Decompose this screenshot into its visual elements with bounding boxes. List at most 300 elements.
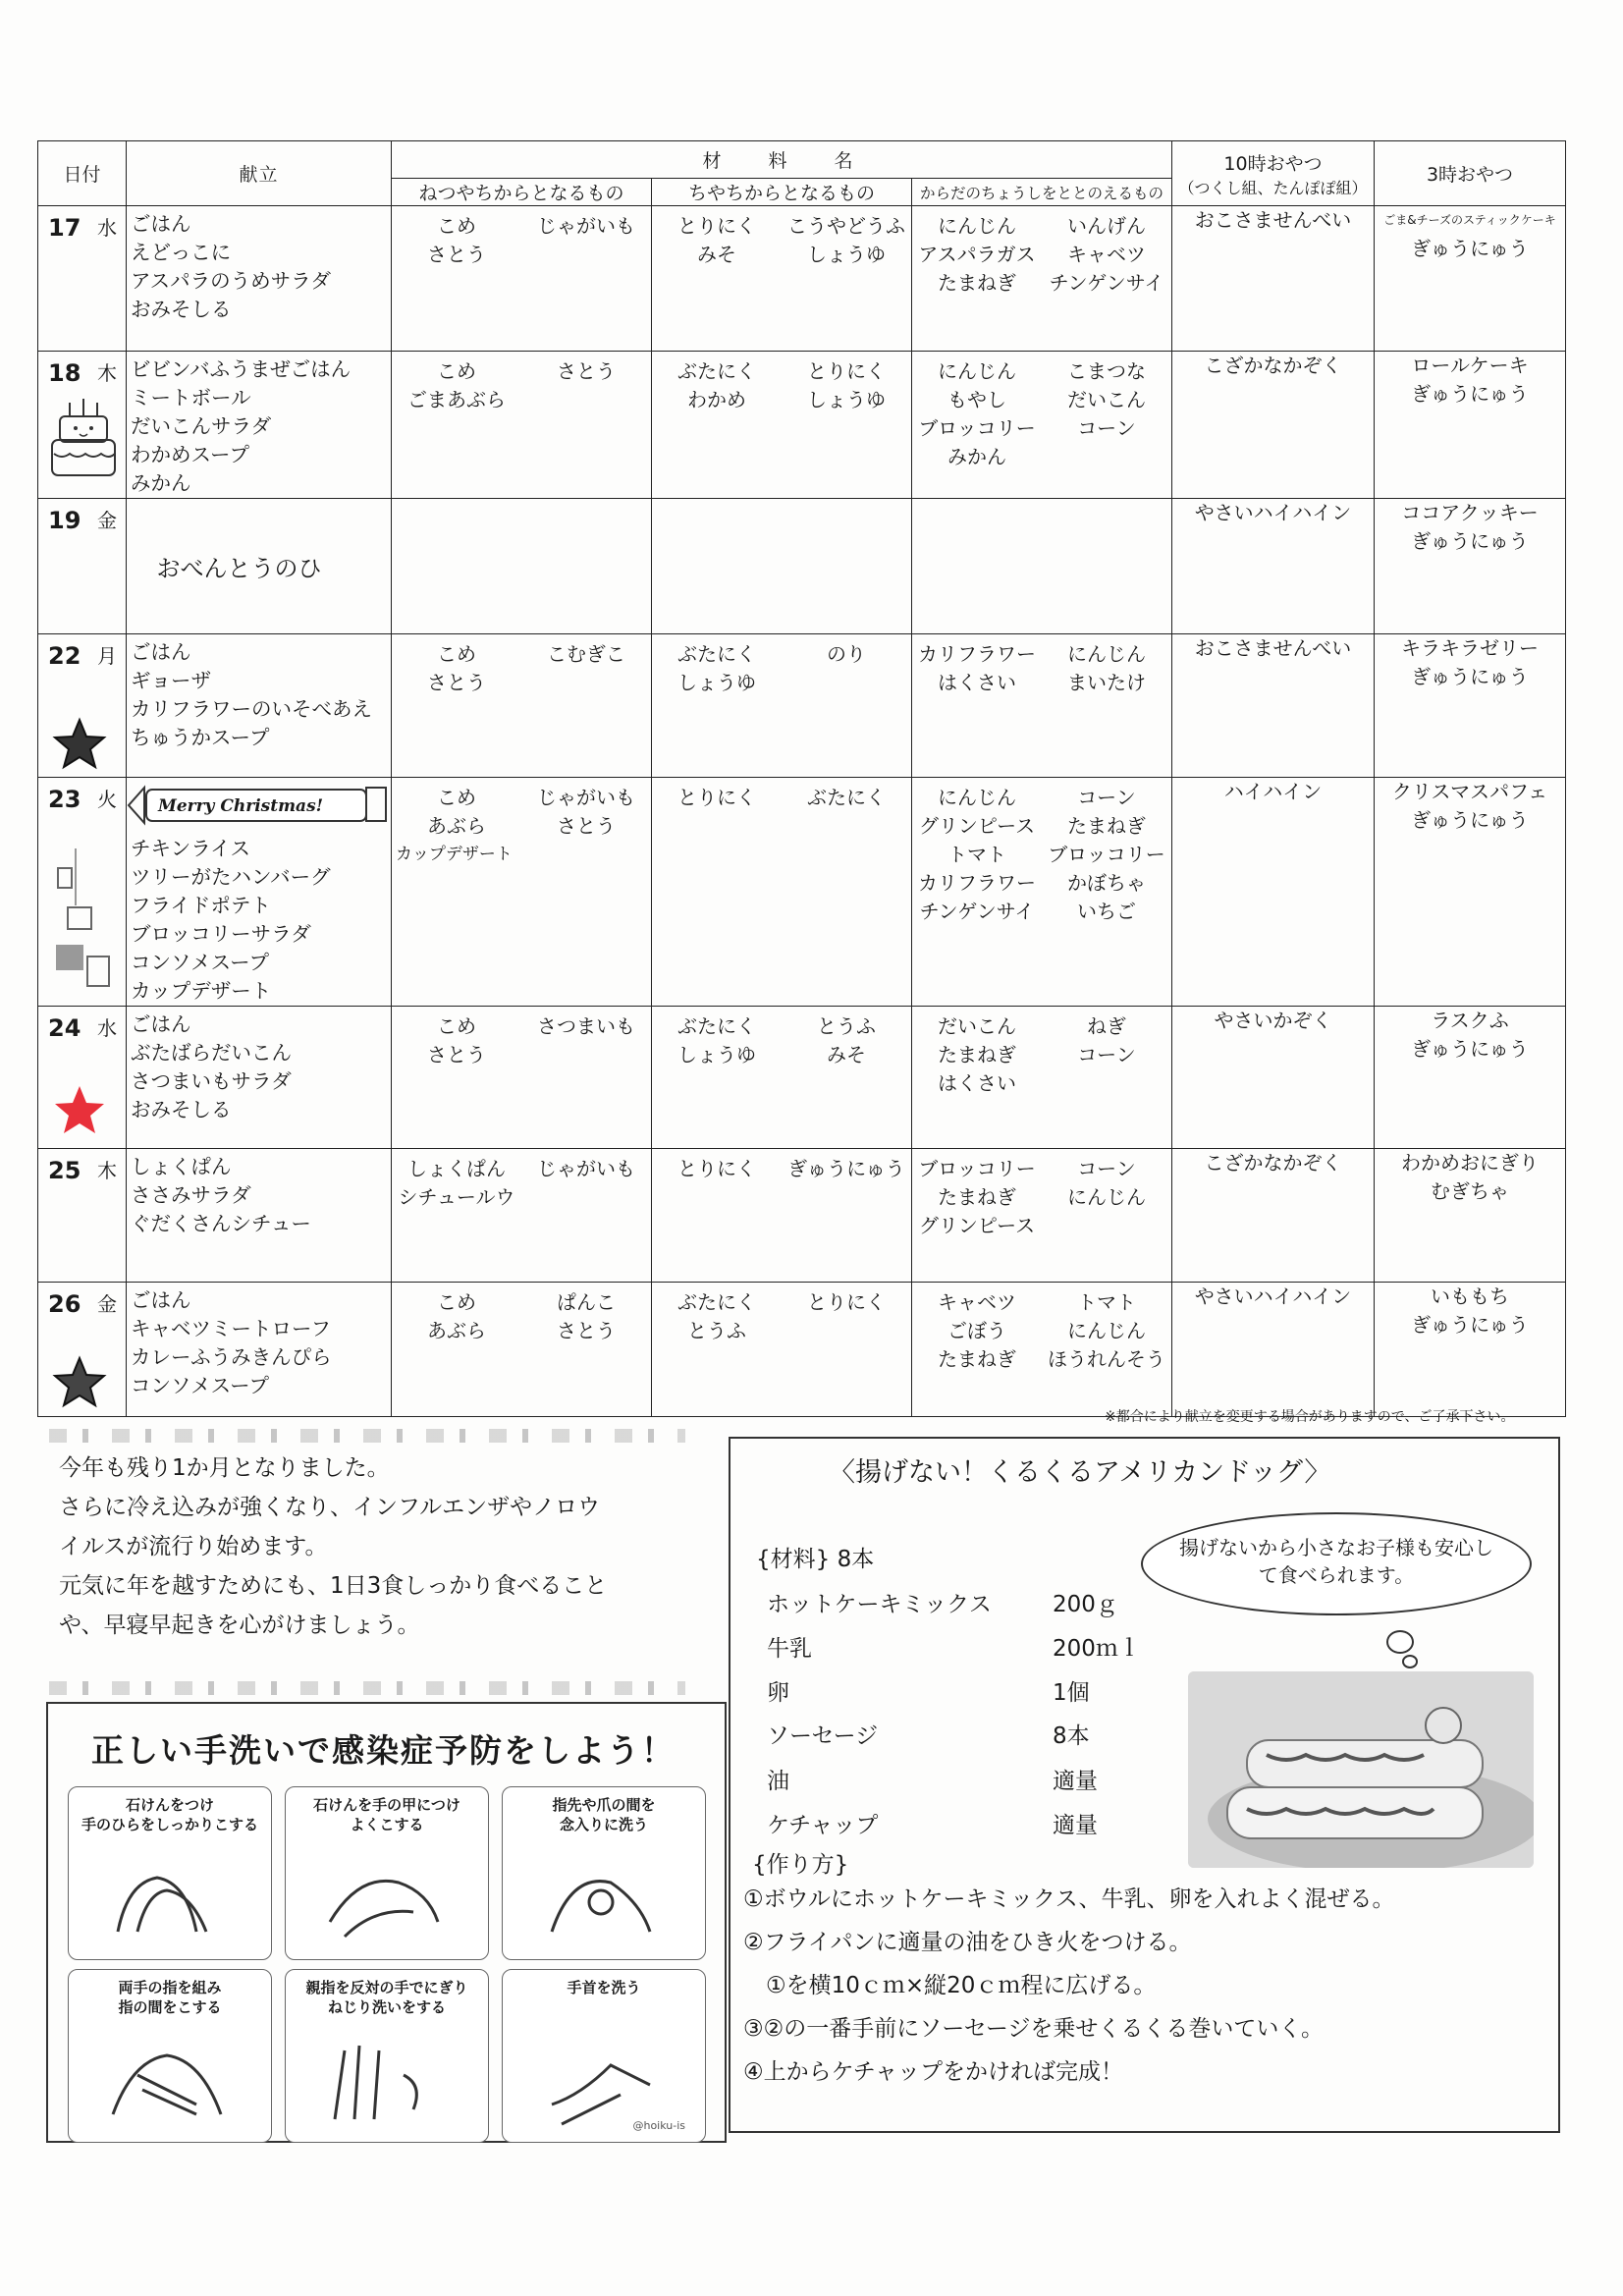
- snack-item: ぎゅうにゅう: [1411, 808, 1529, 832]
- ingredient-amount: 適量: [1053, 1769, 1098, 1794]
- snack10-cell: [1172, 1283, 1375, 1417]
- snack-item: ぎゅうにゅう: [1411, 382, 1529, 406]
- table-row: [38, 634, 1566, 778]
- snack-item: ロールケーキ: [1411, 354, 1529, 377]
- ingredient: さとう: [557, 1319, 616, 1342]
- notice-line: や、早寝早起きを心がけましょう。: [59, 1613, 420, 1638]
- menu-item: カップデザート: [131, 979, 272, 1003]
- energy-cell: [392, 499, 652, 634]
- ingredient: いんげん: [1067, 214, 1146, 238]
- menu-item: ミートボール: [131, 386, 251, 410]
- ingredient-name: 卵: [767, 1680, 789, 1706]
- condition-cell: [912, 634, 1172, 778]
- ingredient: にんじん: [1067, 1185, 1146, 1209]
- ingredient: キャベツ: [1067, 243, 1146, 266]
- day-number: 17: [48, 214, 81, 242]
- snack-item: ぎゅうにゅう: [1411, 665, 1529, 688]
- decorative-border: [49, 1429, 685, 1443]
- body-cell: [652, 1007, 912, 1149]
- thumb-twist-icon: [315, 2036, 453, 2134]
- menu-cell: [127, 778, 392, 1007]
- recipe-steps: [743, 1878, 1394, 2094]
- ingredient: あぶら: [427, 814, 486, 838]
- recipe-panel: [729, 1437, 1560, 2133]
- menu-item: キャベツミートローフ: [131, 1317, 331, 1340]
- menu-cell: [127, 1283, 392, 1417]
- recipe-step: ②フライパンに適量の油をひき火をつける。: [743, 1930, 1192, 1955]
- ingredient: ほうれんそう: [1048, 1347, 1165, 1371]
- ingredient: とうふ: [817, 1014, 876, 1038]
- ingredient: ぶたにく: [677, 1290, 756, 1314]
- ingredient: たまねぎ: [938, 1185, 1016, 1209]
- ingredient: じゃがいも: [537, 786, 635, 809]
- snack10-cell: [1172, 1007, 1375, 1149]
- condition-cell: [912, 499, 1172, 634]
- day-number: 23: [48, 786, 81, 813]
- fingertips-icon: [532, 1853, 670, 1951]
- header-materials: 材料名: [392, 141, 1172, 179]
- snack-item: やさいかぞく: [1214, 1009, 1332, 1032]
- ingredient: こめ: [437, 214, 476, 238]
- snack10-cell: [1172, 778, 1375, 1007]
- ingredient: [521, 241, 651, 269]
- menu-cell: [127, 1149, 392, 1283]
- ingredient: じゃがいも: [537, 214, 635, 238]
- ingredient: さとう: [427, 671, 486, 694]
- weekday: 金: [97, 509, 117, 532]
- ingredient: しょうゆ: [677, 671, 756, 694]
- day-number: 18: [48, 359, 81, 387]
- ingredient: コーン: [1077, 416, 1136, 440]
- ingredient-amount: 8本: [1053, 1723, 1090, 1749]
- step-label: 手のひらをしっかりこする: [81, 1816, 258, 1833]
- body-cell: [652, 206, 912, 352]
- ingredient: ねぎ: [1087, 1014, 1126, 1038]
- menu-item: さつまいもサラダ: [131, 1069, 292, 1093]
- date-cell: [38, 499, 127, 634]
- decorative-border: [49, 1681, 685, 1695]
- ingredient: だいこん: [1067, 388, 1146, 411]
- ingredient: トマト: [1077, 1290, 1136, 1314]
- body-cell: [652, 352, 912, 499]
- ingredient: コーン: [1077, 1157, 1136, 1180]
- recipe-step: ①を横10ｃｍ×縦20ｃｍ程に広げる。: [743, 1973, 1157, 1998]
- ingredient: [1042, 1212, 1171, 1240]
- ingredient: グリンピース: [918, 1214, 1036, 1237]
- ingredient: まいたけ: [1067, 671, 1146, 694]
- weekday: 金: [97, 1292, 117, 1316]
- ingredient: ぱんこ: [557, 1290, 616, 1314]
- energy-cell: [392, 1007, 652, 1149]
- ingredient: もやし: [947, 388, 1006, 411]
- ingredient: グリンピース: [918, 814, 1036, 838]
- ingredient: こめ: [437, 642, 476, 666]
- ingredient: いちご: [1077, 900, 1136, 923]
- ingredient: みそ: [697, 243, 736, 266]
- ingredient: とりにく: [677, 786, 756, 809]
- energy-cell: [392, 778, 652, 1007]
- snack-item: キラキラゼリー: [1401, 636, 1539, 660]
- ingredient: ぎゅうにゅう: [787, 1157, 905, 1180]
- menu-cell: [127, 499, 392, 634]
- ingredient: のり: [827, 642, 866, 666]
- menu-item: おみそしる: [131, 1098, 232, 1121]
- day-number: 26: [48, 1290, 81, 1318]
- menu-item: ぶたばらだいこん: [131, 1041, 292, 1065]
- american-dog-photo: [1188, 1671, 1534, 1868]
- thought-dot: [1386, 1630, 1414, 1654]
- ingredient: にんじん: [938, 214, 1016, 238]
- ingredient: とりにく: [677, 214, 756, 238]
- ingredient: とりにく: [807, 359, 886, 383]
- snack-item: ココアクッキー: [1401, 501, 1539, 524]
- snack-item: いももち: [1431, 1285, 1509, 1308]
- ingredient-name: ホットケーキミックス: [767, 1592, 992, 1617]
- menu-item: おみそしる: [131, 298, 232, 321]
- ingredient: ブロッコリー: [1048, 843, 1165, 866]
- menu-item: コンソメスープ: [131, 1374, 270, 1397]
- ingredient: [521, 669, 651, 697]
- ingredient: しょうゆ: [807, 243, 886, 266]
- header-body: ちやちからとなるもの: [652, 179, 912, 206]
- step-label: 両手の指を組み: [118, 1979, 222, 1996]
- snack-item: ハイハイン: [1223, 780, 1323, 803]
- recipe-title: 〈揚げない！くるくるアメリカンドッグ〉: [829, 1457, 1331, 1488]
- ingredient: たまねぎ: [938, 1347, 1016, 1371]
- snack3-cell: [1375, 206, 1566, 352]
- condition-cell: [912, 1283, 1172, 1417]
- ingredient-amount: 200ｇ: [1053, 1592, 1118, 1617]
- ingredient: たまねぎ: [938, 1043, 1016, 1066]
- snack-item: おこさませんべい: [1194, 208, 1352, 232]
- date-cell: [38, 352, 127, 499]
- ingredient: ぶたにく: [807, 786, 886, 809]
- menu-cell: [127, 1007, 392, 1149]
- day-number: 22: [48, 642, 81, 670]
- snack3-cell: [1375, 1007, 1566, 1149]
- ingredient: [521, 1041, 651, 1069]
- snack-item: こざかなかぞく: [1204, 354, 1342, 377]
- ingredient: みそ: [827, 1043, 866, 1066]
- snack-item: むぎちゃ: [1431, 1179, 1509, 1203]
- menu-item: だいこんサラダ: [131, 414, 272, 438]
- menu-item: ごはん: [131, 1288, 191, 1312]
- snack3-cell: [1375, 634, 1566, 778]
- handwash-step: [285, 1786, 489, 1960]
- energy-cell: [392, 206, 652, 352]
- ingredient: トマト: [947, 843, 1006, 866]
- ingredient: はくさい: [938, 671, 1016, 694]
- ingredient: ブロッコリー: [918, 1157, 1036, 1180]
- speech-bubble: [1141, 1512, 1532, 1615]
- ingredient: カリフラワー: [918, 871, 1036, 895]
- menu-item: ささみサラダ: [131, 1183, 251, 1207]
- menu-footnote: ※都合により献立を変更する場合がありますので、ご了承下さい。: [1105, 1409, 1515, 1425]
- header-energy: ねつやちからとなるもの: [392, 179, 652, 206]
- birthday-cake-icon: [44, 393, 123, 483]
- ingredient: ごまあぶら: [407, 388, 506, 411]
- menu-cell: [127, 634, 392, 778]
- ingredient: かぼちゃ: [1067, 871, 1146, 895]
- snack-item: ぎゅうにゅう: [1411, 237, 1529, 260]
- ingredient-amount: 1個: [1053, 1680, 1090, 1706]
- christmas-ornament-icon: [48, 848, 117, 996]
- snack-item: やさいハイハイン: [1194, 1285, 1352, 1308]
- snack-item: ぎゅうにゅう: [1411, 1037, 1529, 1061]
- step-label: 念入りに洗う: [559, 1816, 648, 1833]
- ingredient: こめ: [437, 1014, 476, 1038]
- menu-item: しょくぱん: [131, 1155, 232, 1178]
- snack-item: ぎゅうにゅう: [1411, 529, 1529, 553]
- ingredient: チンゲンサイ: [919, 900, 1035, 923]
- notice-line: イルスが流行り始めます。: [59, 1534, 328, 1559]
- ingredient-name: ソーセージ: [767, 1723, 879, 1749]
- date-cell: [38, 634, 127, 778]
- weekday: 火: [97, 788, 117, 811]
- ingredient: こまつな: [1067, 359, 1146, 383]
- ingredient: しょうゆ: [677, 1043, 756, 1066]
- american-dog-image: [1188, 1671, 1534, 1868]
- back-of-hand-icon: [315, 1853, 453, 1951]
- snack3-cell: [1375, 778, 1566, 1007]
- menu-item: コンソメスープ: [131, 951, 270, 974]
- ingredient: しょうゆ: [807, 388, 886, 411]
- ingredient: しょくぱん: [407, 1157, 506, 1180]
- weekday: 木: [97, 361, 117, 385]
- handwash-step: [502, 1969, 706, 2143]
- bubble-line: 揚げないから小さなお子様も安心し: [1179, 1536, 1493, 1559]
- menu-item: ギョーザ: [131, 669, 211, 692]
- header-snack10: [1172, 141, 1375, 206]
- palms-rubbing-icon: [98, 1853, 236, 1951]
- snack10-subtitle: （つくし組、たんぽぽ組）: [1178, 178, 1368, 197]
- energy-cell: [392, 1149, 652, 1283]
- day-number: 24: [48, 1014, 81, 1042]
- handwash-step: [68, 1786, 272, 1960]
- snack10-cell: [1172, 1149, 1375, 1283]
- snack-item: わかめおにぎり: [1401, 1151, 1539, 1175]
- ingredient: [521, 1183, 651, 1212]
- header-date: 日付: [38, 141, 127, 206]
- ingredient: とりにく: [677, 1157, 756, 1180]
- menu-item: ビビンバふうまぜごはん: [131, 357, 352, 381]
- menu-item: ごはん: [131, 1012, 191, 1036]
- notice-line: 今年も残り1か月となりました。: [59, 1455, 390, 1481]
- snack-item: クリスマスパフェ: [1391, 780, 1548, 803]
- body-cell: [652, 778, 912, 1007]
- step-label: 石けんを手の甲につけ: [313, 1796, 460, 1814]
- star-icon: [52, 1355, 107, 1408]
- date-cell: [38, 1283, 127, 1417]
- step-label: ねじり洗いをする: [327, 1998, 446, 2016]
- recipe-step: ①ボウルにホットケーキミックス、牛乳、卵を入れよく混ぜる。: [743, 1886, 1395, 1912]
- snack3-cell: [1375, 352, 1566, 499]
- ingredient: ごぼう: [947, 1319, 1006, 1342]
- ingredient: にんじん: [1067, 1319, 1146, 1342]
- notice-line: 元気に年を越すためにも、1日3食しっかり食べること: [59, 1573, 608, 1599]
- body-cell: [652, 634, 912, 778]
- snack10-title: 10時おやつ: [1223, 152, 1323, 175]
- table-row: [38, 206, 1566, 352]
- bubble-line: て食べられます。: [1258, 1563, 1415, 1587]
- ingredient: ぶたにく: [677, 359, 756, 383]
- handwash-panel: [46, 1702, 727, 2143]
- handwash-step: [68, 1969, 272, 2143]
- snack-item: ぎゅうにゅう: [1411, 1313, 1529, 1337]
- condition-cell: [912, 1149, 1172, 1283]
- snack-item: こざかなかぞく: [1204, 1151, 1342, 1175]
- menu-item: カリフラワーのいそべあえ: [131, 697, 372, 721]
- ingredient: こうやどうふ: [787, 214, 905, 238]
- recipe-step: ④上からケチャップをかければ完成！: [743, 2059, 1124, 2085]
- table-row: [38, 352, 1566, 499]
- menu-item: えどっこに: [131, 241, 232, 264]
- snack10-cell: [1172, 634, 1375, 778]
- energy-cell: [392, 352, 652, 499]
- menu-cell: [127, 352, 392, 499]
- interlaced-fingers-icon: [98, 2036, 236, 2134]
- banner-text: Merry Christmas!: [158, 796, 324, 816]
- menu-item: わかめスープ: [131, 443, 249, 466]
- snack10-cell: [1172, 499, 1375, 634]
- handwash-step: [285, 1969, 489, 2143]
- condition-cell: [912, 778, 1172, 1007]
- ingredient: シチュールウ: [398, 1185, 515, 1209]
- ingredient: ぶたにく: [677, 642, 756, 666]
- table-row: [38, 499, 1566, 634]
- snack3-cell: [1375, 499, 1566, 634]
- snack-item: やさいハイハイン: [1194, 501, 1352, 524]
- energy-cell: [392, 634, 652, 778]
- ingredient: アスパラガス: [918, 243, 1036, 266]
- ingredient: みかん: [947, 445, 1006, 468]
- ingredient-amount: 適量: [1053, 1813, 1098, 1838]
- table-row: [38, 1149, 1566, 1283]
- menu-item: チキンライス: [131, 837, 250, 860]
- snack-item: ラスクふ: [1431, 1009, 1509, 1032]
- ingredient: [1042, 1069, 1171, 1098]
- step-label: よくこする: [350, 1816, 424, 1833]
- ingredient: こめ: [437, 1290, 476, 1314]
- ingredient: さとう: [557, 814, 616, 838]
- menu-table: [37, 140, 1566, 1417]
- snack-item: ごま&チーズのスティックケーキ: [1383, 213, 1556, 227]
- condition-cell: [912, 352, 1172, 499]
- ingredient: [782, 1317, 911, 1345]
- table-row: [38, 778, 1566, 1007]
- menu-cell: [127, 206, 392, 352]
- ingredient: さとう: [427, 243, 486, 266]
- snack10-cell: [1172, 206, 1375, 352]
- body-cell: [652, 1149, 912, 1283]
- method-label: {作り方}: [752, 1852, 849, 1878]
- step-label: 親指を反対の手でにぎり: [305, 1979, 468, 1996]
- date-cell: [38, 1007, 127, 1149]
- day-number: 19: [48, 507, 81, 534]
- menu-item: ブロッコリーサラダ: [131, 922, 311, 946]
- header-condition: からだのちょうしをととのえるもの: [912, 179, 1172, 206]
- ingredient: [521, 386, 651, 414]
- snack-item: おこさませんべい: [1194, 636, 1352, 660]
- notice-text: [59, 1449, 707, 1645]
- step-label: 石けんをつけ: [125, 1796, 214, 1814]
- ingredient-amount: 200ｍｌ: [1053, 1636, 1141, 1662]
- menu-item: カレーふうみきんぴら: [131, 1345, 332, 1369]
- step-label: 指先や爪の間を: [552, 1796, 656, 1814]
- header-menu: 献立: [127, 141, 392, 206]
- ingredient: コーン: [1077, 1043, 1136, 1066]
- snack10-cell: [1172, 352, 1375, 499]
- ingredient: だいこん: [938, 1014, 1016, 1038]
- body-cell: [652, 1283, 912, 1417]
- energy-cell: [392, 1283, 652, 1417]
- ingredient: たまねぎ: [1067, 814, 1146, 838]
- ingredient: とうふ: [687, 1319, 746, 1342]
- body-cell: [652, 499, 912, 634]
- ingredient-name: 牛乳: [767, 1636, 812, 1662]
- red-star-icon: [52, 1083, 107, 1136]
- snack3-cell: [1375, 1283, 1566, 1417]
- weekday: 水: [97, 1016, 117, 1040]
- ingredient: にんじん: [1067, 642, 1146, 666]
- ingredient: じゃがいも: [537, 1157, 635, 1180]
- star-icon: [52, 717, 107, 770]
- notice-line: さらに冷え込みが強くなり、インフルエンザやノロウ: [59, 1495, 601, 1520]
- step-label: 手首を洗う: [567, 1979, 641, 1996]
- ingredient: にんじん: [938, 786, 1016, 809]
- ingredient-name: ケチャップ: [767, 1813, 879, 1838]
- date-cell: [38, 778, 127, 1007]
- ingredient: カリフラワー: [918, 642, 1036, 666]
- bento-day-label: おべんとうのひ: [156, 555, 322, 582]
- materials-label: {材料} 8本: [756, 1547, 875, 1572]
- handwash-title: 正しい手洗いで感染症予防をしよう！: [91, 1731, 676, 1770]
- credit-text: @hoiku-is: [632, 2119, 685, 2132]
- menu-item: ごはん: [131, 212, 191, 236]
- ingredient: コーン: [1077, 786, 1136, 809]
- day-number: 25: [48, 1157, 81, 1184]
- date-cell: [38, 206, 127, 352]
- table-row: [38, 1283, 1566, 1417]
- ingredient: さとう: [427, 1043, 486, 1066]
- ingredient-name: 油: [767, 1769, 789, 1794]
- handwash-step: [502, 1786, 706, 1960]
- menu-item: ツリーがたハンバーグ: [131, 865, 331, 889]
- header-snack3: 3時おやつ: [1375, 141, 1566, 206]
- table-row: [38, 1007, 1566, 1149]
- recipe-step: ③②の一番手前にソーセージを乗せくるくる巻いていく。: [743, 2016, 1324, 2042]
- ingredient: たまねぎ: [938, 271, 1016, 295]
- ingredient: にんじん: [938, 359, 1016, 383]
- ingredient: こめ: [437, 786, 476, 809]
- ingredient: こめ: [437, 359, 476, 383]
- date-cell: [38, 1149, 127, 1283]
- weekday: 月: [97, 644, 117, 668]
- ingredient: [782, 669, 911, 697]
- ingredient: キャベツ: [938, 1290, 1016, 1314]
- thought-dot: [1402, 1655, 1418, 1668]
- menu-item: フライドポテト: [131, 894, 271, 917]
- ingredient: ブロッコリー: [918, 416, 1036, 440]
- snack3-cell: [1375, 1149, 1566, 1283]
- ingredient: わかめ: [687, 388, 746, 411]
- weekday: 水: [97, 216, 117, 240]
- menu-item: ごはん: [131, 640, 191, 664]
- ingredient: チンゲンサイ: [1049, 271, 1164, 295]
- menu-item: ちゅうかスープ: [131, 726, 270, 749]
- christmas-banner: [131, 778, 391, 835]
- menu-item: ぐだくさんシチュー: [131, 1212, 311, 1235]
